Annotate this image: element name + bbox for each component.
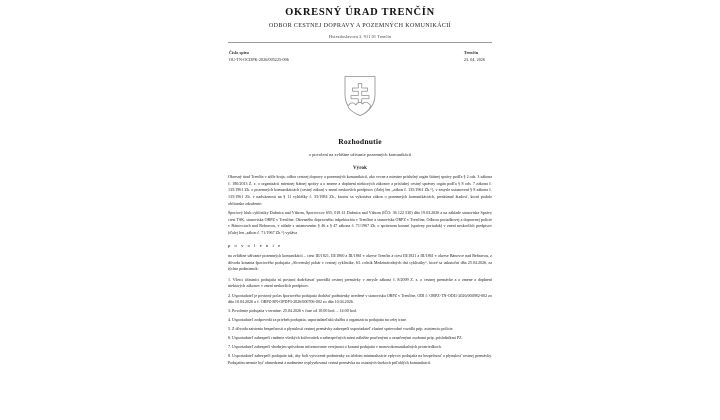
office-address: Hviezdoslavova 3, 911 01 Trenčín [328,34,392,40]
condition-item: 7. Usporiadateľ zabezpečí vhodným spôsobom informovanie verejnosti o konaní podujatia v masovokomunikačných prostriedkoch. [228,344,442,350]
date-label: Trenčín [463,50,479,56]
document-meta-row [228,49,492,63]
conditions-list [228,277,492,367]
date-block [464,49,485,63]
condition-item: 4. Usporiadateľ zodpovedá za priebeh podujatia, usporiadateľskú službu a organizáciu podujatia na celej trase. [228,317,407,323]
header-divider [228,42,492,43]
condition-item: 8. Usporiadateľ zabezpečí podujatie tak, aby boli vytvorené podmienky za účelom minimalizácie vplyvov podujatia na bezpečnosť a plynulosť cestnej premávky. Podujatím nesmie byť obmedzená a nadmerne ovplyvňovaná cestná premávka na ostatných úsekoch priľahlých komunikácií. [228,353,492,365]
condition-item: 5. Z dôvodu zaistenia bezpečnosti a plynulosti cestnej premávky zabezpečí usporiadateľ vlastné sprievodné vozidlá príp. asistenciu polície. [228,326,454,332]
permission-heading: p o v o l e n i e [228,243,282,249]
file-number-value: OU-TN-OCDPK-2026/005225-006 [229,57,289,63]
department-name: ODBOR CESTNEJ DOPRAVY A POZEMNÝCH KOMUNIKÁCIÍ [268,23,452,30]
verdict-paragraph-2: Športový klub cyklistiky Dubnica nad Váhom, Športovcov 655, 018 41 Dubnica nad Váhom (IČO: 36 122 530) dňa 19.03.2026 a na základe stanoviska Správy ciest TSK, stanoviska ORPZ v Trenčíne, Okresného dopravného inšpektorátu v Trenčíne a stanoviska ORPZ v Trenčíne, Odboru poriadkovej a dopravnej polície v Bánovciach nad Bebravou, v súlade s ustanovením § 46 a § 47 zákona č. 71/1967 Zb. o správnom konaní (správny poriadok) v znení neskorších predpisov (ďalej len „zákon č. 71/1967 Zb.“) vydáva [228,210,492,235]
document-title: Rozhodnutie [338,137,382,147]
permission-paragraph: na zvláštne užívanie pozemných komunikácií – ciest III/1821, III/1860 a III/1861 v okrese Trenčín a ciest III/1821 a III/1861 v okrese Bánovce nad Bebravou, z dôvodu konania športového podujatia „Slovenský pohár v cestnej cyklistike, 63. ročník Medzinárodných dní cyklistiky“, ktoré sa uskutoční dňa 25.04.2026, za týchto podmienok: [228,253,492,272]
date-value: 23. 04. 2026 [463,57,485,63]
office-name: OKRESNÝ ÚRAD TRENČÍN [285,7,435,18]
document-subtitle: o povolení na zvláštne užívanie pozemných komunikácií [308,152,412,158]
condition-item: 1. Všetci účastníci podujatia sú povinní dodržiavať pravidlá cestnej premávky v zmysle zákona č. 8/2009 Z. z. o cestnej premávke a o zmene a doplnení niektorých zákonov v znení neskorších predpisov. [228,276,492,289]
slovak-coat-of-arms-icon [343,75,377,117]
verdict-heading: Výrok [353,166,367,172]
verdict-paragraph-1: Okresný úrad Trenčín v sídle kraja, odbor cestnej dopravy a pozemných komunikácií, ako vecne a miestne príslušný orgán štátnej správy podľa § 2 ods. 3 zákona č. 180/2013 Z. z. o organizácii miestnej štátnej správy a o zmene a doplnení niektorých zákonov a príslušný cestný správny orgán podľa § 8 ods. 7 zákona č. 135/1961 Zb. o pozemných komunikáciách (cestný zákon) v znení neskorších predpisov (ďalej len „zákon č. 135/1961 Zb.“), v zmysle ustanovení § 8 zákona č. 135/1961 Zb. v nadväznosti na § 11 vyhlášky č. 35/1984 Zb., ktorou sa vykonáva zákon o pozemných komunikáciách, preskúmal žiadosť, ktorú podalo občianske združenie: [228,174,492,206]
condition-item: 2. Usporiadateľ je povinný počas športového podujatia dodržať podmienky uvedené v stanovisku ORPZ v Trenčíne, ODI č. ORPZ-TN-ODI1-2026/004982-002 zo dňa 10.04.2026 a č. ORPZ-BN-OPDP3-2026/000706-002 zo dňa 10.04.2026. [228,292,492,305]
file-number-block [229,49,289,63]
document-sheet [228,0,492,420]
condition-item: 6. Usporiadateľ zabezpečí riadenie všetkých križovatiek a nebezpečných miest náležite poučenými a označenými osobami príp. príslušníkmi PZ. [228,335,463,341]
emblem-container [228,75,492,117]
file-number-label: Číslo spisu [229,50,249,56]
title-block [228,137,492,157]
condition-item: 3. Povolenie podujatia v termíne: 25.04.2026 v čase od 10:00 hod. – 14:00 hod. [228,308,357,314]
document-header [228,0,492,43]
